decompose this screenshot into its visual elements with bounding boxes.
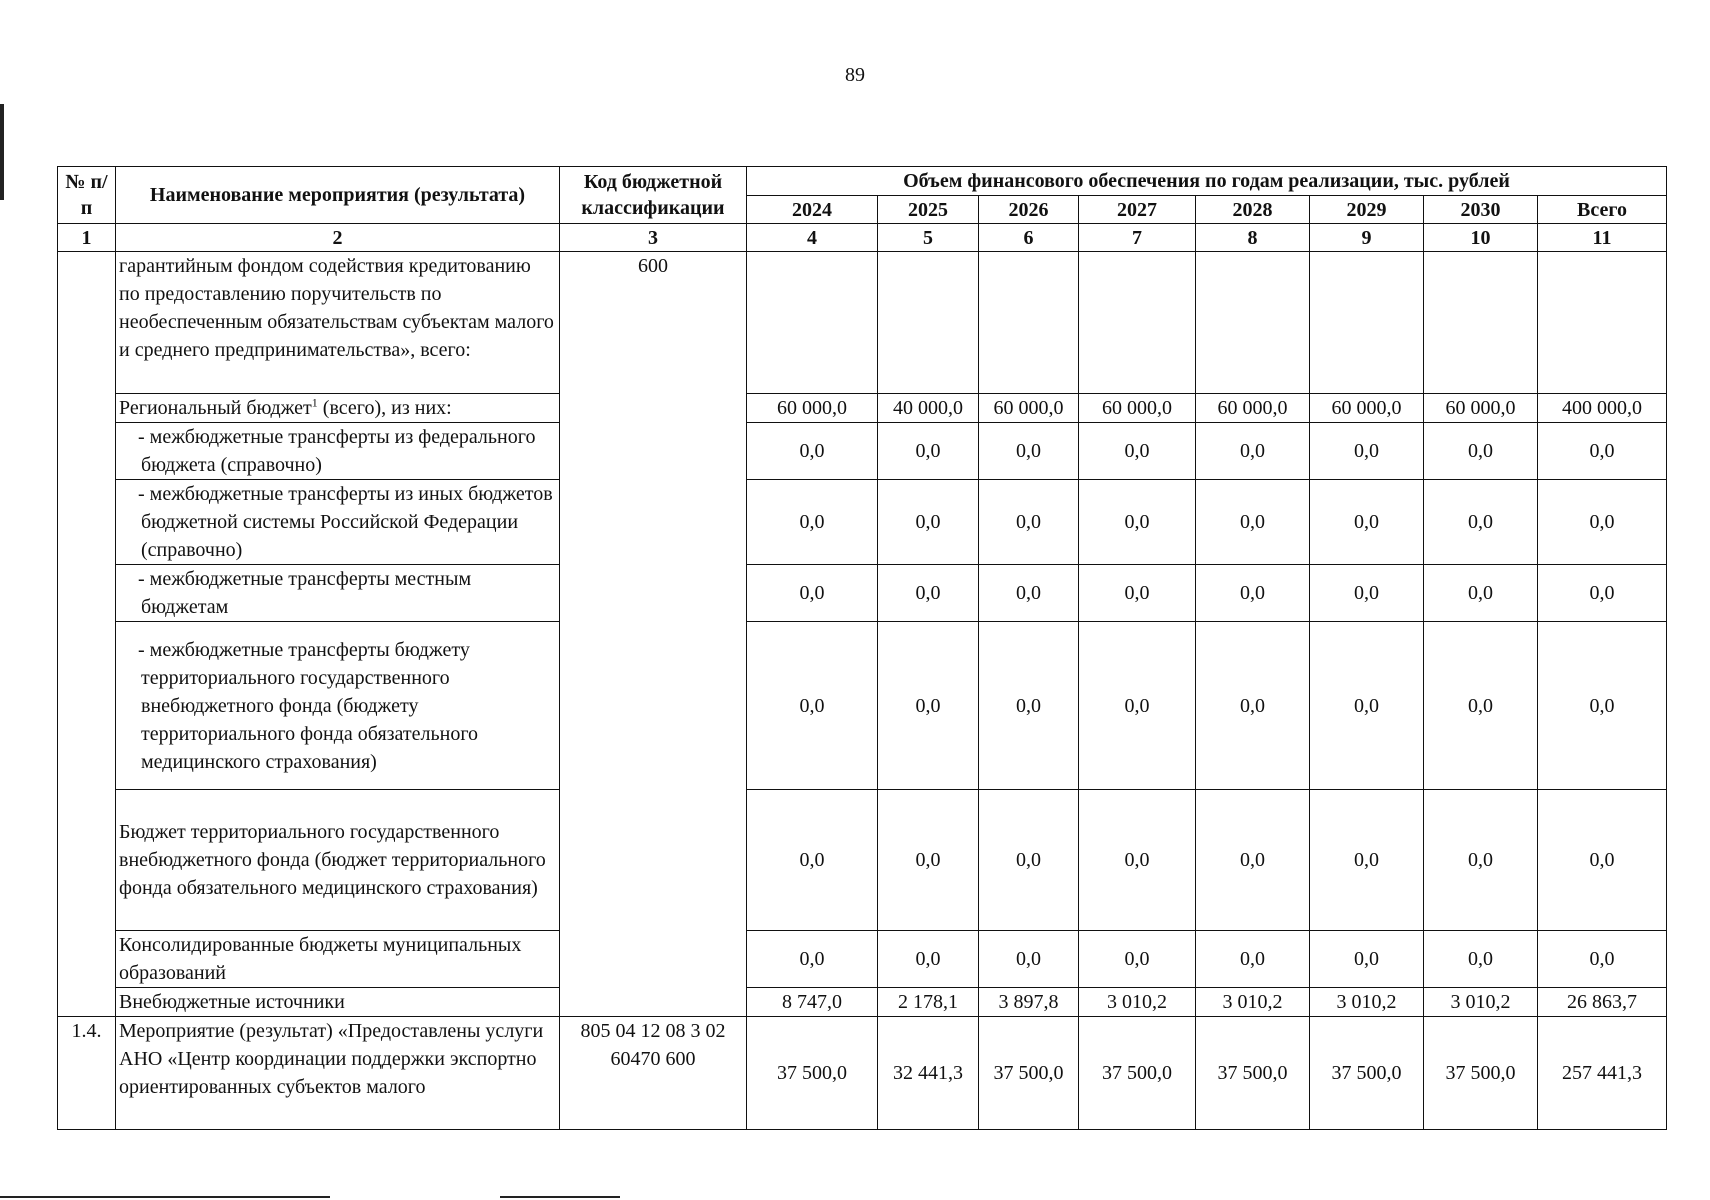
- value-cell: 2 178,1: [878, 988, 979, 1017]
- measure-name: Мероприятие (результат) «Предоставлены услуги АНО «Центр координации поддержки экспортно ориентированных субъектов малого: [116, 1017, 560, 1130]
- column-number: 1: [58, 224, 116, 252]
- header-year: 2026: [979, 196, 1079, 224]
- value-cell: 0,0: [979, 790, 1079, 931]
- total-cell: 0,0: [1538, 565, 1667, 622]
- header-year: 2030: [1424, 196, 1538, 224]
- value-cell: 0,0: [1424, 931, 1538, 988]
- total-cell: 0,0: [1538, 423, 1667, 480]
- table-row: [58, 988, 1667, 1017]
- column-number: 7: [1079, 224, 1196, 252]
- total-cell: 400 000,0: [1538, 394, 1667, 423]
- value-cell: 0,0: [979, 622, 1079, 790]
- value-cell: 3 897,8: [979, 988, 1079, 1017]
- value-cell: 0,0: [1079, 931, 1196, 988]
- value-cell: 0,0: [1310, 565, 1424, 622]
- total-cell: 257 441,3: [1538, 1017, 1667, 1130]
- header-year: 2025: [878, 196, 979, 224]
- header-year: 2028: [1196, 196, 1310, 224]
- value-cell: 60 000,0: [1196, 394, 1310, 423]
- value-cell: 60 000,0: [747, 394, 878, 423]
- value-cell: 0,0: [1424, 480, 1538, 565]
- value-cell: 0,0: [747, 622, 878, 790]
- value-cell: 0,0: [979, 931, 1079, 988]
- empty-cell: [747, 252, 878, 394]
- value-cell: 37 500,0: [1424, 1017, 1538, 1130]
- value-cell: 0,0: [1310, 931, 1424, 988]
- value-cell: 0,0: [878, 790, 979, 931]
- value-cell: 0,0: [1424, 423, 1538, 480]
- table-row: [58, 394, 1667, 423]
- value-cell: 0,0: [878, 423, 979, 480]
- footnote-marker: 1: [311, 395, 318, 410]
- value-cell: 0,0: [979, 423, 1079, 480]
- total-cell: 26 863,7: [1538, 988, 1667, 1017]
- value-cell: 0,0: [1196, 480, 1310, 565]
- value-cell: 0,0: [747, 790, 878, 931]
- empty-cell: [979, 252, 1079, 394]
- row-name-text: Региональный бюджет: [119, 397, 312, 419]
- column-number: 5: [878, 224, 979, 252]
- value-cell: 60 000,0: [1079, 394, 1196, 423]
- total-cell: 0,0: [1538, 790, 1667, 931]
- value-cell: 60 000,0: [1310, 394, 1424, 423]
- scan-edge-mark: [500, 1196, 620, 1198]
- value-cell: 0,0: [1079, 423, 1196, 480]
- value-cell: 0,0: [1079, 622, 1196, 790]
- value-cell: 0,0: [878, 480, 979, 565]
- row-name: [116, 394, 560, 423]
- value-cell: 37 500,0: [979, 1017, 1079, 1130]
- budget-code: 600: [560, 252, 747, 1017]
- row-number: 1.4.: [58, 1017, 116, 1130]
- value-cell: 60 000,0: [979, 394, 1079, 423]
- value-cell: 32 441,3: [878, 1017, 979, 1130]
- empty-cell: [1196, 252, 1310, 394]
- table-row: [58, 790, 1667, 931]
- row-name: Консолидированные бюджеты муниципальных образований: [116, 931, 560, 988]
- value-cell: 0,0: [1196, 931, 1310, 988]
- budget-code: 805 04 12 08 3 02 60470 600: [560, 1017, 747, 1130]
- budget-table: [57, 166, 1667, 1130]
- table-row: [58, 480, 1667, 565]
- header-total: Всего: [1538, 196, 1667, 224]
- value-cell: 0,0: [1196, 423, 1310, 480]
- value-cell: 8 747,0: [747, 988, 878, 1017]
- header-year: 2024: [747, 196, 878, 224]
- header-year: 2027: [1079, 196, 1196, 224]
- value-cell: 40 000,0: [878, 394, 979, 423]
- header-funding: Объем финансового обеспечения по годам реализации, тыс. рублей: [747, 167, 1667, 196]
- empty-cell: [1310, 252, 1424, 394]
- value-cell: 37 500,0: [1079, 1017, 1196, 1130]
- value-cell: 0,0: [1079, 790, 1196, 931]
- total-cell: 0,0: [1538, 480, 1667, 565]
- table-row: [58, 423, 1667, 480]
- value-cell: 0,0: [878, 622, 979, 790]
- value-cell: 0,0: [1310, 622, 1424, 790]
- column-number: 11: [1538, 224, 1667, 252]
- header-code: Код бюджетной классификации: [560, 167, 747, 224]
- column-number: 9: [1310, 224, 1424, 252]
- value-cell: 0,0: [747, 480, 878, 565]
- row-name-tail: (всего), из них:: [317, 397, 452, 419]
- empty-cell: [1538, 252, 1667, 394]
- value-cell: 37 500,0: [1310, 1017, 1424, 1130]
- row-name: Бюджет территориального государственного внебюджетного фонда (бюджет территориального фонда обязательного медицинского страхования): [116, 790, 560, 931]
- empty-cell: [1424, 252, 1538, 394]
- value-cell: 0,0: [1424, 565, 1538, 622]
- value-cell: 0,0: [747, 565, 878, 622]
- header-name: Наименование мероприятия (результата): [116, 167, 560, 224]
- header-no: № п/п: [58, 167, 116, 224]
- value-cell: 0,0: [878, 565, 979, 622]
- row-name: - межбюджетные трансферты бюджету территориального государственного внебюджетного фонда (бюджету территориального фонда обязательного медицинского страхования): [116, 622, 560, 790]
- value-cell: 3 010,2: [1196, 988, 1310, 1017]
- value-cell: 0,0: [1424, 790, 1538, 931]
- value-cell: 0,0: [1310, 790, 1424, 931]
- value-cell: 0,0: [979, 565, 1079, 622]
- column-number: 2: [116, 224, 560, 252]
- total-cell: 0,0: [1538, 622, 1667, 790]
- row-name: - межбюджетные трансферты из федерального бюджета (справочно): [116, 423, 560, 480]
- value-cell: 0,0: [747, 931, 878, 988]
- value-cell: 0,0: [1196, 790, 1310, 931]
- empty-cell: [1079, 252, 1196, 394]
- table-row: [58, 622, 1667, 790]
- value-cell: 60 000,0: [1424, 394, 1538, 423]
- empty-cell: [878, 252, 979, 394]
- value-cell: 37 500,0: [747, 1017, 878, 1130]
- value-cell: 3 010,2: [1079, 988, 1196, 1017]
- column-number: 6: [979, 224, 1079, 252]
- column-number: 10: [1424, 224, 1538, 252]
- column-number: 4: [747, 224, 878, 252]
- section-intro-name: гарантийным фондом содействия кредитованию по предоставлению поручительств по необеспеченным обязательствам субъектам малого и среднего предпринимательства», всего:: [116, 252, 560, 394]
- row-name: - межбюджетные трансферты местным бюджетам: [116, 565, 560, 622]
- value-cell: 3 010,2: [1310, 988, 1424, 1017]
- value-cell: 0,0: [1079, 565, 1196, 622]
- page-number: 89: [845, 64, 865, 86]
- value-cell: 0,0: [1310, 423, 1424, 480]
- column-number: 3: [560, 224, 747, 252]
- value-cell: 0,0: [1424, 622, 1538, 790]
- header-year: 2029: [1310, 196, 1424, 224]
- value-cell: 37 500,0: [1196, 1017, 1310, 1130]
- scan-edge-mark: [0, 1196, 330, 1198]
- value-cell: 0,0: [1196, 565, 1310, 622]
- value-cell: 0,0: [1310, 480, 1424, 565]
- row-name: Внебюджетные источники: [116, 988, 560, 1017]
- row-name: - межбюджетные трансферты из иных бюджетов бюджетной системы Российской Федерации (справочно): [116, 480, 560, 565]
- value-cell: 0,0: [747, 423, 878, 480]
- value-cell: 0,0: [878, 931, 979, 988]
- table-row: [58, 252, 1667, 394]
- column-number: 8: [1196, 224, 1310, 252]
- table-row: [58, 931, 1667, 988]
- scan-edge-mark: [0, 104, 4, 200]
- value-cell: 0,0: [979, 480, 1079, 565]
- table-row: [58, 565, 1667, 622]
- total-cell: 0,0: [1538, 931, 1667, 988]
- row-number-cell: [58, 252, 116, 1017]
- value-cell: 3 010,2: [1424, 988, 1538, 1017]
- value-cell: 0,0: [1079, 480, 1196, 565]
- value-cell: 0,0: [1196, 622, 1310, 790]
- table-row: [58, 1017, 1667, 1130]
